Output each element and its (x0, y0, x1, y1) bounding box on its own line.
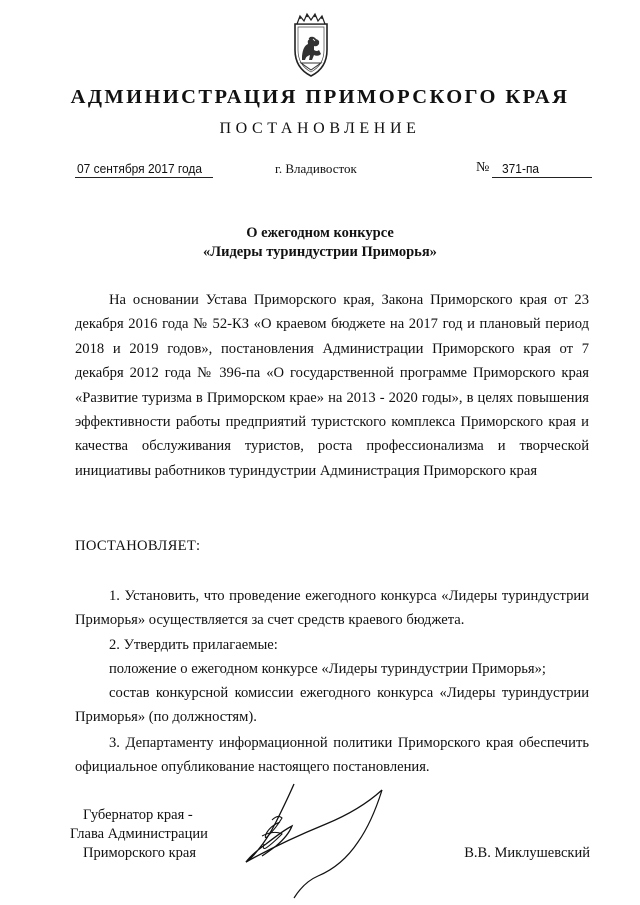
primorye-coat-of-arms-icon (283, 10, 339, 80)
subject-line-2: «Лидеры туриндустрии Приморья» (203, 244, 437, 260)
decree-item-2-commission: состав конкурсной комиссии ежегодного конкурса «Лидеры туриндустрии Приморья» (по должностям). (75, 685, 589, 726)
decree-item-3: 3. Департаменту информационной политики Приморского края обеспечить официальное опубликование настоящего постановления. (75, 735, 589, 776)
document-date: 07 сентября 2017 года (77, 161, 203, 176)
document-date-field (75, 159, 213, 178)
handwritten-signature-icon (232, 770, 432, 900)
subject-line-1: О ежегодном конкурсе (246, 225, 394, 241)
document-city: г. Владивосток (275, 161, 357, 176)
signatory-title-line-3: Приморского края (83, 845, 197, 861)
document-type-title: ПОСТАНОВЛЕНИЕ (219, 120, 421, 137)
document-subject (0, 224, 640, 262)
decree-item-2-regulation: положение о ежегодном конкурсе «Лидеры туриндустрии Приморья»; (109, 661, 546, 677)
number-sign: № (476, 160, 490, 175)
signatory-title-line-1: Губернатор края - (83, 807, 193, 823)
decree-word: ПОСТАНОВЛЯЕТ: (75, 538, 201, 554)
document-number: 371-па (502, 161, 540, 176)
signatory-title-line-2: Глава Администрации (70, 826, 208, 842)
signatory-title (70, 806, 240, 863)
preamble-paragraph: На основании Устава Приморского края, Закона Приморского края от 23 декабря 2016 года № 52-КЗ «О краевом бюджете на 2017 год и плановый период 2018 и 2019 годов», постановления Администрации Приморского края от 7 декабря 2012 года № 396-па «О государственной программе Приморского края «Развитие туризма в Приморском крае» на 2013 - 2020 годы», в целях повышения эффективности работы предприятий туристского комплекса Приморского края и качества обслуживания туристов, роста профессионализма и творческой инициативы работников туриндустрии Администрация Приморского края (75, 292, 589, 479)
decree-item-2: 2. Утвердить прилагаемые: (109, 637, 278, 653)
organization-title: АДМИНИСТРАЦИЯ ПРИМОРСКОГО КРАЯ (70, 86, 570, 108)
decree-item-1: 1. Установить, что проведение ежегодного конкурса «Лидеры туриндустрии Приморья» осуществляется за счет средств краевого бюджета. (75, 588, 589, 629)
document-number-field (492, 159, 592, 178)
signatory-name: В.В. Миклушевский (464, 845, 590, 861)
